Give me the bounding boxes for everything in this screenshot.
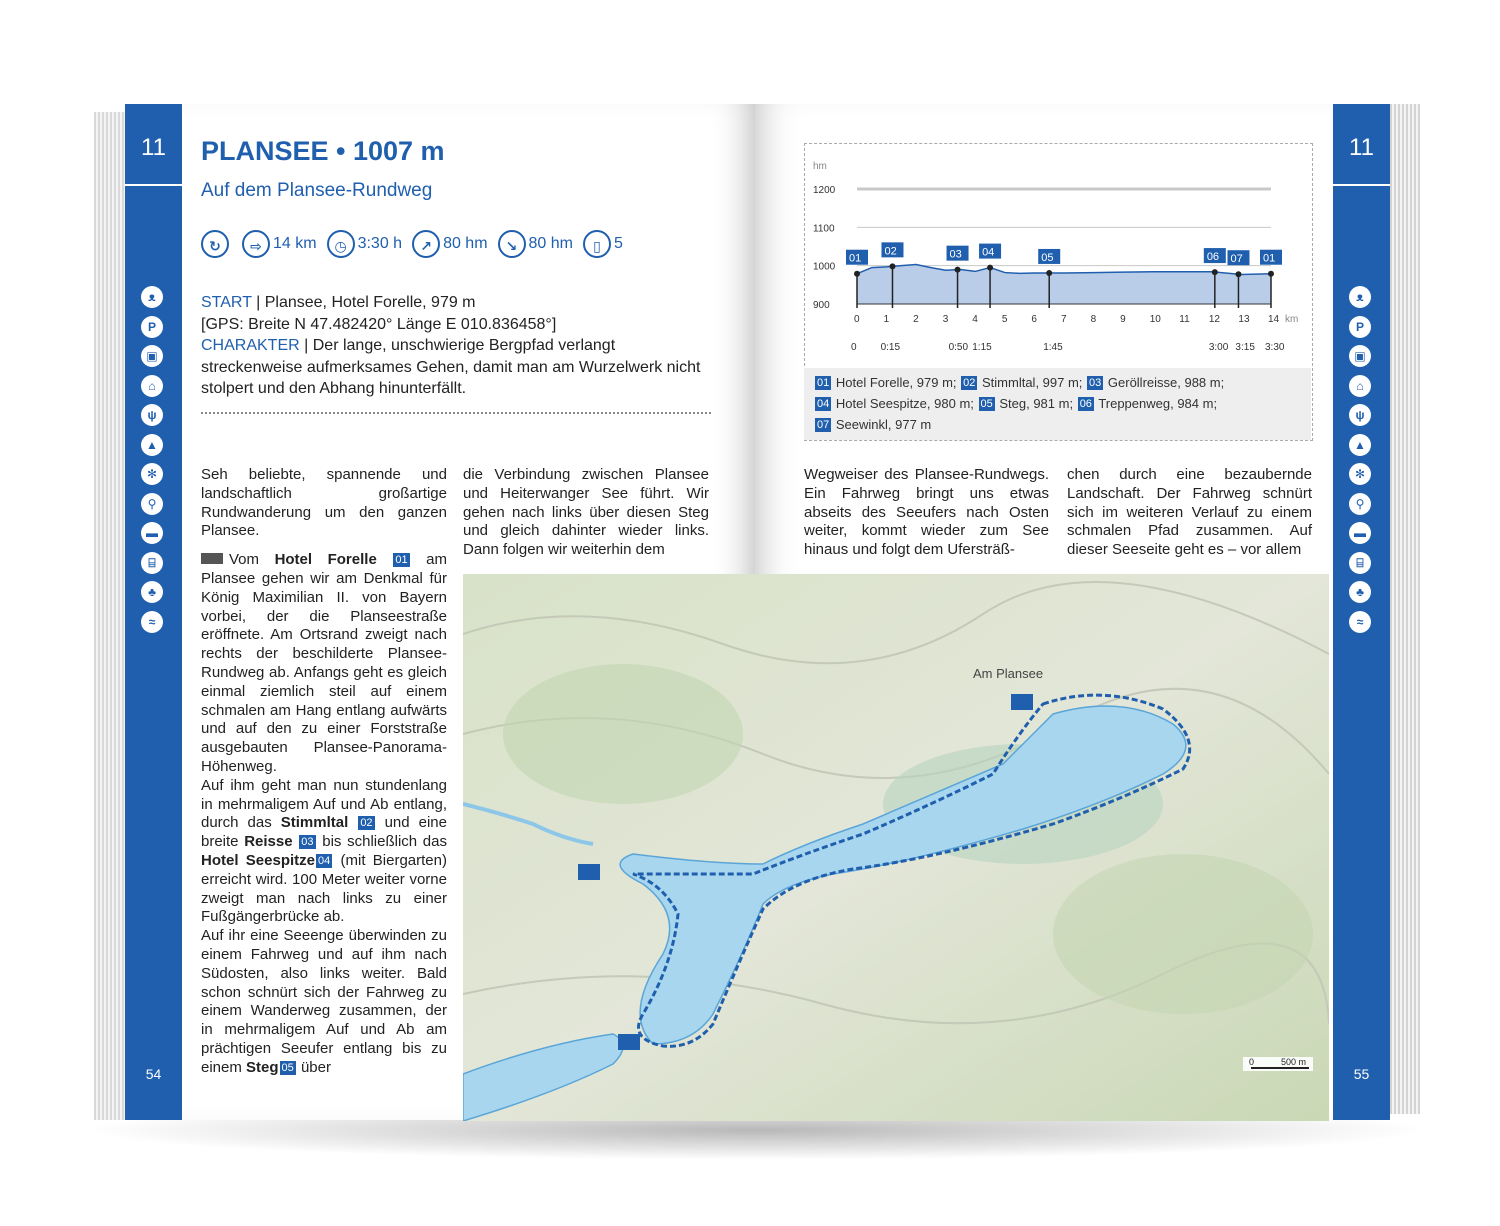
dotted-divider [201,412,711,414]
stat-ascent: ↗ 80 hm [412,230,487,258]
forest-area [1053,854,1313,1014]
time-tick-label: 1:15 [972,342,992,353]
tree-icon: ♣ [1349,581,1371,603]
waypoint-badge: 01 [395,554,408,567]
time-tick-label: 3:15 [1235,342,1255,353]
museum-icon: ⌸ [1349,552,1371,574]
time-tick-label: 0:50 [948,342,969,353]
forest-area [503,664,743,804]
topographic-map [463,574,1329,1121]
elevation-profile-chart [805,144,1312,369]
waypoint-badge: 05 [980,398,993,410]
tour-number: 11 [141,134,166,161]
waypoint-label: 06 [1206,251,1220,264]
waypoint-label: 05 [1041,251,1054,264]
restaurant-icon: ψ [1349,404,1371,426]
waypoint-badge: 06 [1079,398,1092,410]
waypoint-dot [987,265,993,271]
x-tick-label: 1 [883,314,890,325]
y-tick-label: 1000 [813,261,836,273]
waypoint-label: 01 [1263,252,1276,265]
bear-icon: ᴥ [1349,286,1371,308]
waypoint-dot [854,271,860,277]
waypoint-dot [1046,270,1052,276]
sidebar-icons [141,286,165,640]
distance-icon: ⇨ [242,230,270,258]
x-tick-label: 13 [1238,314,1250,325]
x-tick-label: 8 [1090,314,1097,325]
waypoint-label: 07 [1230,253,1243,266]
y-tick-label: 1100 [813,223,835,235]
x-tick-label: 10 [1149,314,1161,325]
waypoint-dot [955,267,961,273]
legend-item: 05 Steg, 981 m; [980,396,1077,411]
hut-icon: ▲ [141,434,163,456]
legend-item: 01 Hotel Forelle, 979 m; [817,375,961,390]
waypoint-label: 03 [949,248,962,261]
stat-loop [201,230,232,258]
text-column-4: chen durch eine bezaubernde Landschaft. Der Fahrweg schnürt sich im weiteren Verlauf zu einem schmalen Pfad zusammen. Auf dieser Seeseite geht es – vor allem [1067,466,1312,559]
time-tick-label: 0:15 [880,342,901,353]
x-tick-label: 14 [1268,314,1280,325]
text-column-2: die Verbindung zwischen Plansee und Heiterwanger See führt. Wir gehen nach links über diesen Steg und gleich dahinter wieder links. Dann folgen wir weiterhin dem [463,466,709,559]
waypoint-badge: 03 [301,836,314,849]
start-text: | Plansee, Hotel Forelle, 979 m [251,294,476,311]
legend-item: 03 Geröllreisse, 988 m; [1089,375,1225,390]
time-tick-label: 0 [851,342,857,353]
swim-icon: ≈ [1349,611,1371,633]
x-tick-label: 4 [972,314,978,325]
bike-icon: ⚲ [141,493,163,515]
waypoint-badge: 04 [817,398,830,410]
tour-number: 11 [1349,134,1374,161]
legend-item: 02 Stimmltal, 997 m; [963,375,1087,390]
intro-paragraph: Seh beliebte, spannende und landschaftlich großartige Rundwanderung um den ganzen Plansee. [201,466,447,540]
page-number: 55 [1353,1066,1370,1082]
gps-text: [GPS: Breite N 47.482420° Länge E 010.836458°] [201,315,557,333]
snow-icon: ✻ [1349,463,1371,485]
bike-icon: ⚲ [1349,493,1371,515]
route-map [463,574,1329,1121]
stat-distance: ⇨ 14 km [242,230,317,258]
left-page-edges [94,112,126,1120]
waypoint-marker [1011,694,1033,710]
waypoint-badge: 02 [360,817,373,830]
waypoint-badge: 04 [317,854,331,867]
tree-icon: ♣ [141,581,163,603]
snow-icon: ✻ [141,463,163,485]
page-number: 54 [145,1066,162,1082]
character-label: CHARAKTER [201,337,300,354]
waypoint-marker [618,1034,640,1050]
bear-icon: ᴥ [141,286,163,308]
stripe-divider [1333,184,1390,186]
difficulty-icon: ▯ [583,230,611,258]
tour-stats [201,230,633,258]
right-blue-stripe [1333,104,1390,1120]
stat-difficulty: ▯ 5 [583,230,623,258]
start-label: START [201,294,252,311]
y-tick-label: 1200 [813,185,836,196]
x-tick-label: 6 [1031,314,1037,325]
parking-icon: P [141,316,163,338]
legend-item: 06 Treppenweg, 984 m; [1079,396,1218,411]
waypoint-badge: 03 [1089,377,1102,389]
ascent-icon: ↗ [412,230,440,258]
waypoint-marker [578,864,600,880]
waypoint-label: 02 [884,245,897,258]
clock-icon: ◷ [327,230,355,258]
time-tick-label: 3:30 [1265,342,1285,353]
play-arrow-icon [201,553,223,564]
stat-time: ◷ 3:30 h [327,230,402,258]
text-column-1 [201,466,447,1078]
waypoint-badge: 05 [281,1061,294,1074]
stat-descent: ↘ 80 hm [498,230,573,258]
page-subtitle: Auf dem Plansee-Rundweg [201,180,433,201]
waypoint-dot [1235,271,1241,277]
waypoint-dot [1212,269,1218,275]
waypoint-label: 04 [982,246,995,259]
restaurant-icon: ψ [141,404,163,426]
character-text: | Der lange, unschwierige Bergpfad verlangt streckenweise aufmerksames Gehen, damit man am Wurzelwerk nicht stolpert und den Abhang hinunterfällt. [201,337,701,397]
text-column-3: Wegweiser des Plansee-Rundwegs. Ein Fahrweg bringt uns etwas abseits des Seeufers nach Osten weiter, kommt wieder zum See hinaus und folgt dem Ufersträß- [804,466,1049,559]
cablecar-icon: ⌂ [141,375,163,397]
sidebar-icons [1349,286,1373,640]
hut-icon: ▲ [1349,434,1371,456]
x-tick-label: 2 [913,314,919,325]
route-paragraph: Vom Hotel Forelle 01 am Plansee gehen wir am Denkmal für König Maximilian II. von Bayern vorbei, der die Planseestraße eröffnete. Am Ortsrand zweigt nach rechts der beschilderte Plansee-Rundweg ab. Anfangs geht es gleich einmal ziemlich steil auf einem schmalen am Hang entlang aufwärts und auf den zu einer Forststraße ausgebauten Plansee-Panorama-Höhenweg. Auf ihm geht man nun stundenlang in mehrmaligem Auf und Ab entlang, durch das Stimmltal 02 und eine breite Reisse 03 bis schließlich das Hotel Seespitze 04 (mit Biergarten) erreicht wird. 100 Meter weiter vorne zweigt man nach links zu einer Fußgängerbrücke ab. Auf ihr eine Seeenge überwinden zu einem Fahrweg und auf ihm nach Südosten, also links weiter. Bald schon schnürt sich der Fahrweg zu einem Wanderweg zusammen, der in mehrmaligem Auf und Ab am prächtigen Seeufer entlang bis zu einem Steg 05 über [201,551,447,1076]
waypoint-badge: 07 [817,419,830,431]
waypoint-legend [804,368,1311,440]
museum-icon: ⌸ [141,552,163,574]
waypoint-dot [1268,271,1274,277]
stripe-divider [125,184,182,186]
x-tick-label: 7 [1061,314,1067,325]
waypoint-dot [889,263,895,269]
time-tick-label: 3:00 [1208,342,1229,353]
bus-icon: ▣ [1349,345,1371,367]
profile-area [857,265,1271,304]
x-tick-label: 3 [942,314,949,325]
page-title: PLANSEE • 1007 m [201,136,445,166]
descent-icon: ↘ [498,230,526,258]
bed-icon: ▬ [1349,522,1371,544]
waypoint-label: 01 [849,252,862,265]
legend-item: 07 Seewinkl, 977 m [817,417,932,432]
right-page-edges [1388,104,1420,1114]
cablecar-icon: ⌂ [1349,375,1371,397]
left-blue-stripe [125,104,182,1120]
waypoint-badge: 02 [963,377,976,389]
y-axis-label: hm [813,161,827,172]
map-place-label: Am Plansee [973,666,1044,681]
legend-item: 04 Hotel Seespitze, 980 m; [817,396,978,411]
swim-icon: ≈ [141,611,163,633]
x-tick-label: 11 [1179,314,1190,325]
x-axis-label: km [1285,314,1299,325]
bus-icon: ▣ [141,345,163,367]
x-tick-label: 0 [854,314,860,325]
x-tick-label: 12 [1208,314,1220,325]
bed-icon: ▬ [141,522,163,544]
x-tick-label: 5 [1001,314,1008,325]
tour-info [201,292,711,400]
time-tick-label: 1:45 [1043,342,1063,353]
scale-label: 500 m [1281,1057,1307,1067]
x-tick-label: 9 [1120,314,1126,325]
parking-icon: P [1349,316,1371,338]
loop-icon: ↻ [201,230,229,258]
waypoint-badge: 01 [817,377,830,389]
scale-zero: 0 [1249,1057,1255,1067]
y-tick-label: 900 [813,300,830,311]
